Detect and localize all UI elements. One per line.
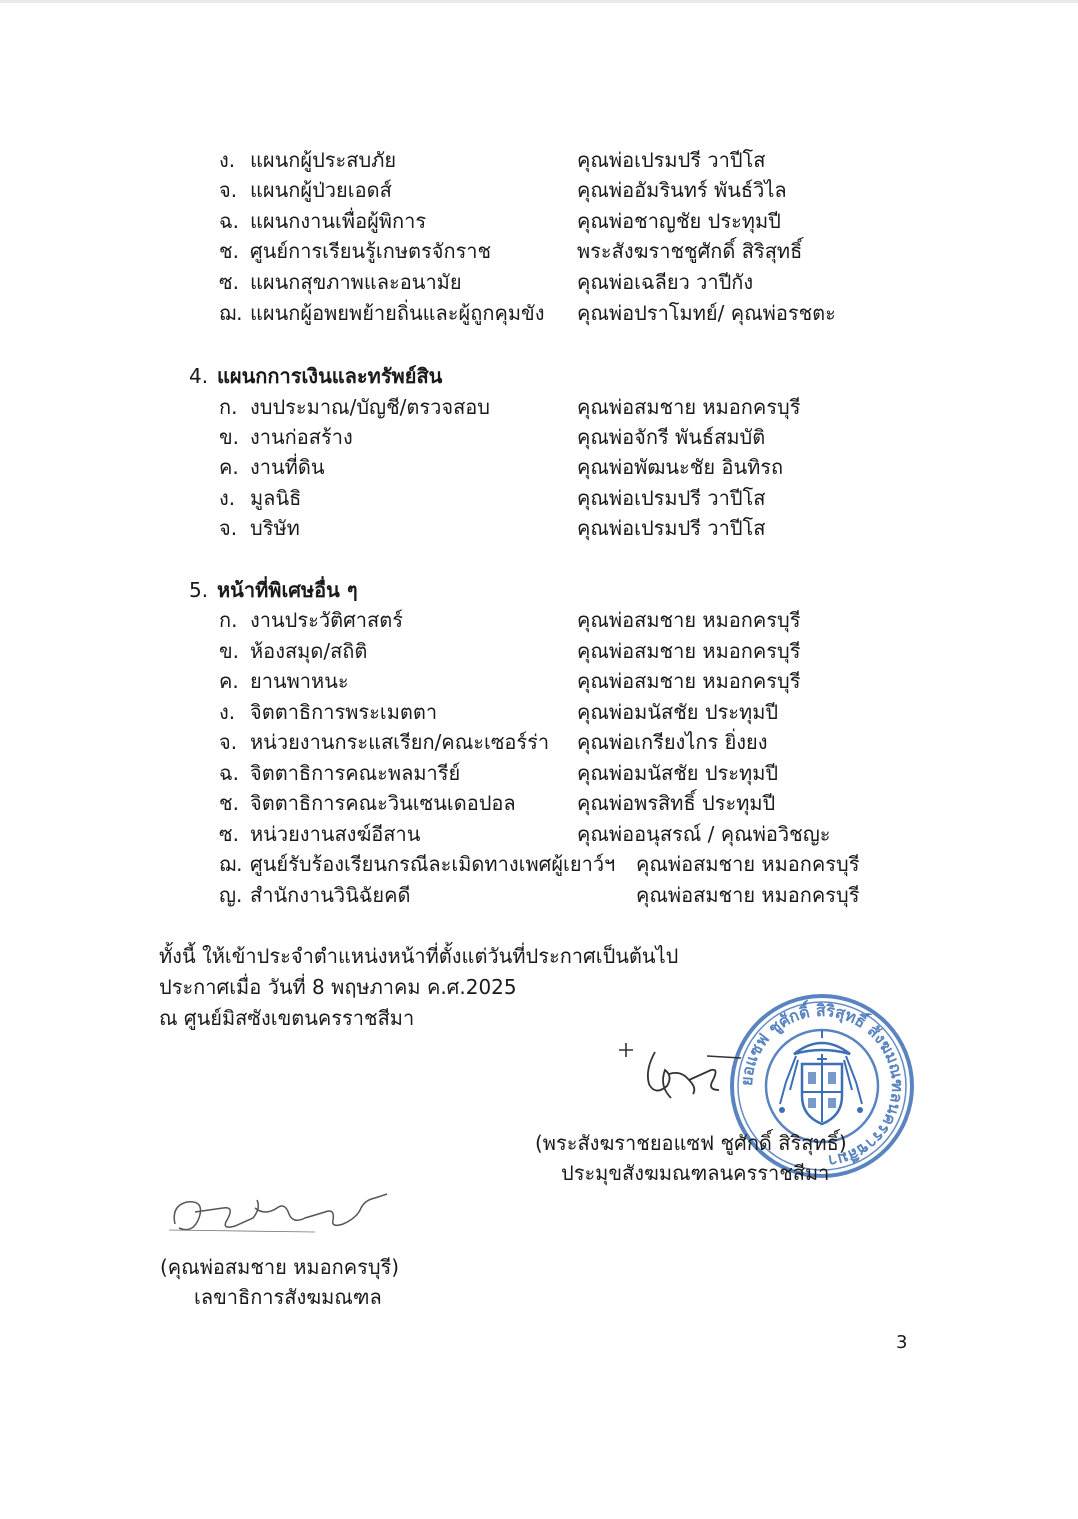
scan-edge [0, 0, 1078, 3]
item-label: หน่วยงานสงฆ์อีสาน [250, 822, 421, 846]
item-assignee: คุณพ่อสมชาย หมอกครบุรี [577, 395, 801, 419]
closing-line-date: ประกาศเมื่อ วันที่ 8 พฤษภาคม ค.ศ.2025 [159, 975, 517, 999]
item-marker: ก. [219, 395, 238, 419]
item-label: แผนกผู้อพยพย้ายถิ่นและผู้ถูกคุมขัง [250, 301, 545, 325]
item-marker: ฉ. [219, 209, 239, 233]
item-assignee: คุณพ่อเปรมปรี วาปีโส [577, 516, 766, 540]
section-title: แผนกการเงินและทรัพย์สิน [217, 364, 443, 388]
item-assignee: คุณพ่อเกรียงไกร ยิ่งยง [577, 730, 768, 754]
list-item [0, 236, 1078, 266]
item-assignee: คุณพ่อสมชาย หมอกครบุรี [577, 669, 801, 693]
item-marker: จ. [219, 730, 238, 754]
closing-line-place: ณ ศูนย์มิสซังเขตนครราชสีมา [159, 1006, 415, 1030]
item-marker: ฉ. [219, 761, 239, 785]
item-label: แผนกสุขภาพและอนามัย [250, 270, 462, 294]
item-label: สำนักงานวินิฉัยคดี [250, 883, 411, 907]
item-assignee: คุณพ่อสมชาย หมอกครบุรี [577, 608, 801, 632]
list-item [0, 758, 1078, 788]
list-item [0, 636, 1078, 666]
item-label: ศูนย์การเรียนรู้เกษตรจักราช [250, 239, 492, 263]
list-item [0, 175, 1078, 205]
item-marker: ช. [219, 791, 239, 815]
item-assignee: คุณพ่อเปรมปรี วาปีโส [577, 486, 766, 510]
item-assignee: คุณพ่อมนัสชัย ประทุมปี [577, 761, 779, 785]
item-assignee: คุณพ่อสมชาย หมอกครบุรี [636, 852, 860, 876]
item-assignee: คุณพ่ออัมรินทร์ พันธ์วิไล [577, 178, 787, 202]
item-marker: จ. [219, 178, 238, 202]
list-item [0, 666, 1078, 696]
list-item [0, 145, 1078, 175]
item-marker: ก. [219, 608, 238, 632]
item-marker: ฌ. [219, 301, 243, 325]
page-number: 3 [896, 1332, 908, 1353]
item-marker: ง. [219, 700, 236, 724]
item-label: บริษัท [250, 516, 300, 540]
secretary-signature-mark [165, 1178, 395, 1248]
item-label: งบประมาณ/บัญชี/ตรวจสอบ [250, 395, 490, 419]
item-label: จิตตาธิการคณะวินเซนเดอปอล [250, 791, 516, 815]
list-item [0, 788, 1078, 818]
item-label: มูลนิธิ [250, 486, 302, 510]
list-item [0, 697, 1078, 727]
item-label: ห้องสมุด/สถิติ [250, 639, 368, 663]
list-item [0, 819, 1078, 849]
list-item [0, 849, 1078, 879]
list-item [0, 392, 1078, 422]
item-marker: จ. [219, 516, 238, 540]
item-assignee: คุณพ่อเฉลียว วาปีกัง [577, 270, 754, 294]
item-assignee: คุณพ่ออนุสรณ์ / คุณพ่อวิชญะ [577, 822, 831, 846]
section-title: หน้าที่พิเศษอื่น ๆ [217, 578, 358, 602]
item-label: จิตตาธิการพระเมตตา [250, 700, 438, 724]
list-item [0, 422, 1078, 452]
item-marker: ข. [219, 639, 240, 663]
item-marker: ค. [219, 669, 239, 693]
list-item [0, 206, 1078, 236]
list-item [0, 483, 1078, 513]
item-assignee: คุณพ่อปราโมทย์/ คุณพ่อรชตะ [577, 301, 836, 325]
secretary-name: (คุณพ่อสมชาย หมอกครบุรี) [160, 1255, 400, 1279]
item-assignee: พระสังฆราชชูศักดิ์ สิริสุทธิ์ [577, 239, 803, 263]
item-marker: ข. [219, 425, 240, 449]
item-label: งานที่ดิน [250, 455, 325, 479]
item-marker: ช. [219, 239, 239, 263]
list-item [0, 298, 1078, 328]
item-label: ศูนย์รับร้องเรียนกรณีละเมิดทางเพศผู้เยาว์ฯ [250, 852, 616, 876]
list-item [0, 513, 1078, 543]
item-assignee: คุณพ่อสมชาย หมอกครบุรี [636, 883, 860, 907]
item-assignee: คุณพ่อเปรมปรี วาปีโส [577, 148, 766, 172]
item-marker: ซ. [219, 270, 239, 294]
bishop-signature-mark [615, 1040, 745, 1110]
list-item [0, 727, 1078, 757]
item-assignee: คุณพ่อชาญชัย ประทุมปี [577, 209, 781, 233]
item-assignee: คุณพ่อพรสิทธิ์ ประทุมปี [577, 791, 776, 815]
item-label: งานก่อสร้าง [250, 425, 353, 449]
item-label: แผนกผู้ป่วยเอดส์ [250, 178, 392, 202]
item-label: ยานพาหนะ [250, 669, 349, 693]
item-marker: ง. [219, 486, 236, 510]
item-marker: ค. [219, 455, 239, 479]
item-label: แผนกงานเพื่อผู้พิการ [250, 209, 427, 233]
section-5-heading [0, 574, 1078, 606]
item-assignee: คุณพ่อสมชาย หมอกครบุรี [577, 639, 801, 663]
section-4-heading [0, 360, 1078, 392]
seal-text: ยอแซฟ ชูศักดิ์ สิริสุทธิ์ สังฆมณฑลนครราชสีมา [736, 1000, 908, 1171]
section-number: 5. [189, 578, 209, 602]
secretary-title: เลขาธิการสังฆมณฑล [194, 1285, 382, 1309]
item-label: งานประวัติศาสตร์ [250, 608, 403, 632]
item-assignee: คุณพ่อจักรี พันธ์สมบัติ [577, 425, 766, 449]
list-item [0, 452, 1078, 482]
bishop-name: (พระสังฆราชยอแซฟ ชูศักดิ์ สิริสุทธิ์) [535, 1131, 847, 1155]
item-assignee: คุณพ่อมนัสชัย ประทุมปี [577, 700, 779, 724]
list-item [0, 880, 1078, 910]
list-item [0, 605, 1078, 635]
item-label: จิตตาธิการคณะพลมารีย์ [250, 761, 461, 785]
closing-line-effective: ทั้งนี้ ให้เข้าประจำตำแหน่งหน้าที่ตั้งแต่วันที่ประกาศเป็นต้นไป [159, 944, 679, 968]
item-label: หน่วยงานกระแสเรียก/คณะเซอร์ร่า [250, 730, 550, 754]
item-marker: ฌ. [219, 852, 243, 876]
item-assignee: คุณพ่อพัฒนะชัย อินทิรถ [577, 455, 784, 479]
item-marker: ง. [219, 148, 236, 172]
list-item [0, 267, 1078, 297]
item-marker: ญ. [219, 883, 243, 907]
bishop-title: ประมุขสังฆมณฑลนครราชสีมา [561, 1161, 830, 1185]
item-label: แผนกผู้ประสบภัย [250, 148, 397, 172]
section-number: 4. [189, 364, 209, 388]
item-marker: ซ. [219, 822, 239, 846]
